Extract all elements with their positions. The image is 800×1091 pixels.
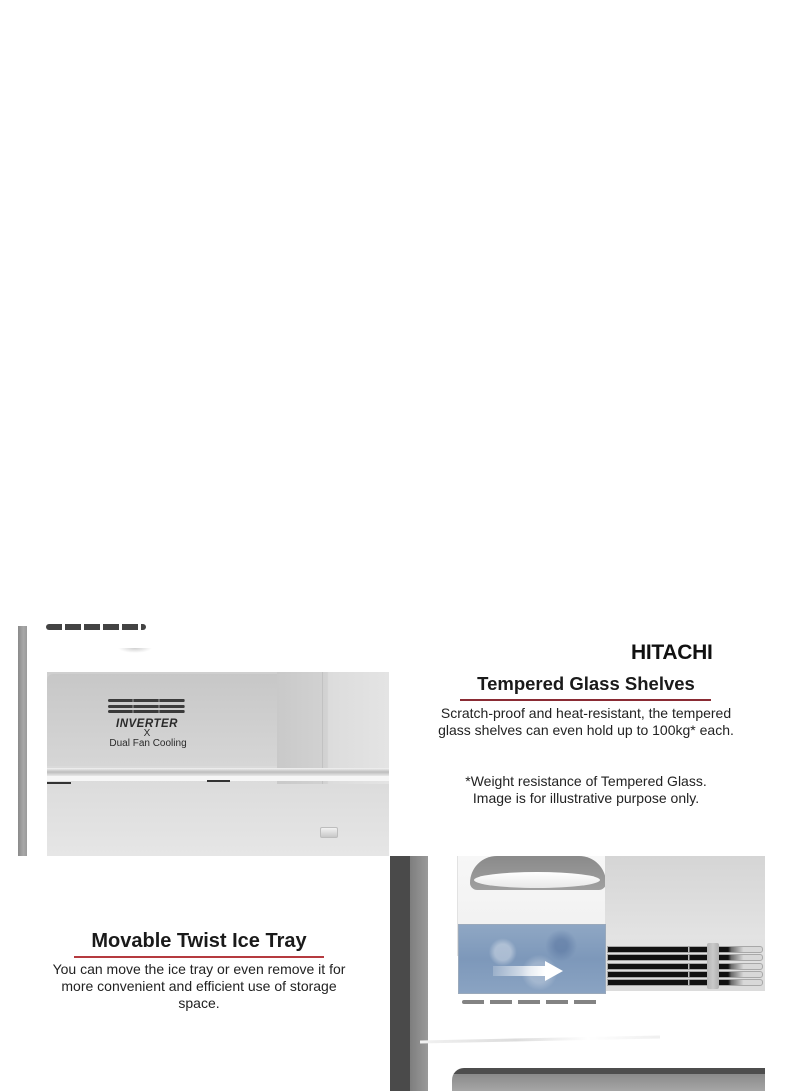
door-frame-strip — [18, 626, 27, 856]
tempered-glass-title: Tempered Glass Shelves — [477, 673, 695, 694]
lower-compartment — [47, 784, 389, 856]
inverter-label: INVERTER — [116, 718, 178, 730]
freezer-door-edge — [390, 856, 410, 1091]
air-vent-grille — [607, 946, 763, 986]
shelf-peg — [320, 827, 338, 838]
upper-shelf-shadow — [118, 648, 152, 653]
inverter-vent-icon — [108, 699, 185, 713]
inverter-x-label: X — [143, 728, 151, 739]
freezer-lower-drawer — [452, 1068, 765, 1091]
shelf-clip — [207, 780, 230, 782]
fridge-compartment — [47, 672, 389, 856]
ice-bin-ridges — [462, 1000, 602, 1004]
footnote-line-2: Image is for illustrative purpose only. — [472, 790, 700, 806]
tempered-glass-footnote — [425, 773, 747, 807]
footnote-line-1: *Weight resistance of Tempered Glass. — [465, 773, 707, 789]
arrow-right-icon-head — [545, 961, 563, 981]
ice-tray-description: You can move the ice tray or even remove it for more convenient and efficient use of storage space. — [52, 961, 346, 1011]
title-underline — [460, 699, 711, 701]
freezer-door-edge-highlight — [410, 856, 428, 1091]
title-underline — [74, 956, 324, 958]
dual-fan-cooling-label: Dual Fan Cooling — [109, 738, 187, 749]
tempered-glass-description: Scratch-proof and heat-resistant, the tempered glass shelves can even hold up to 100kg* each. — [438, 705, 734, 738]
twist-ice-tray — [458, 924, 606, 994]
upper-shelf-edge — [46, 624, 146, 630]
arrow-right-icon — [493, 966, 545, 976]
tempered-glass-shelf — [47, 768, 389, 776]
ice-dispenser-opening — [474, 872, 600, 888]
ice-tray-title: Movable Twist Ice Tray — [91, 930, 307, 952]
vent-slider — [707, 943, 719, 989]
shelf-clip — [47, 782, 71, 784]
hitachi-logo: HITACHI — [631, 641, 713, 664]
